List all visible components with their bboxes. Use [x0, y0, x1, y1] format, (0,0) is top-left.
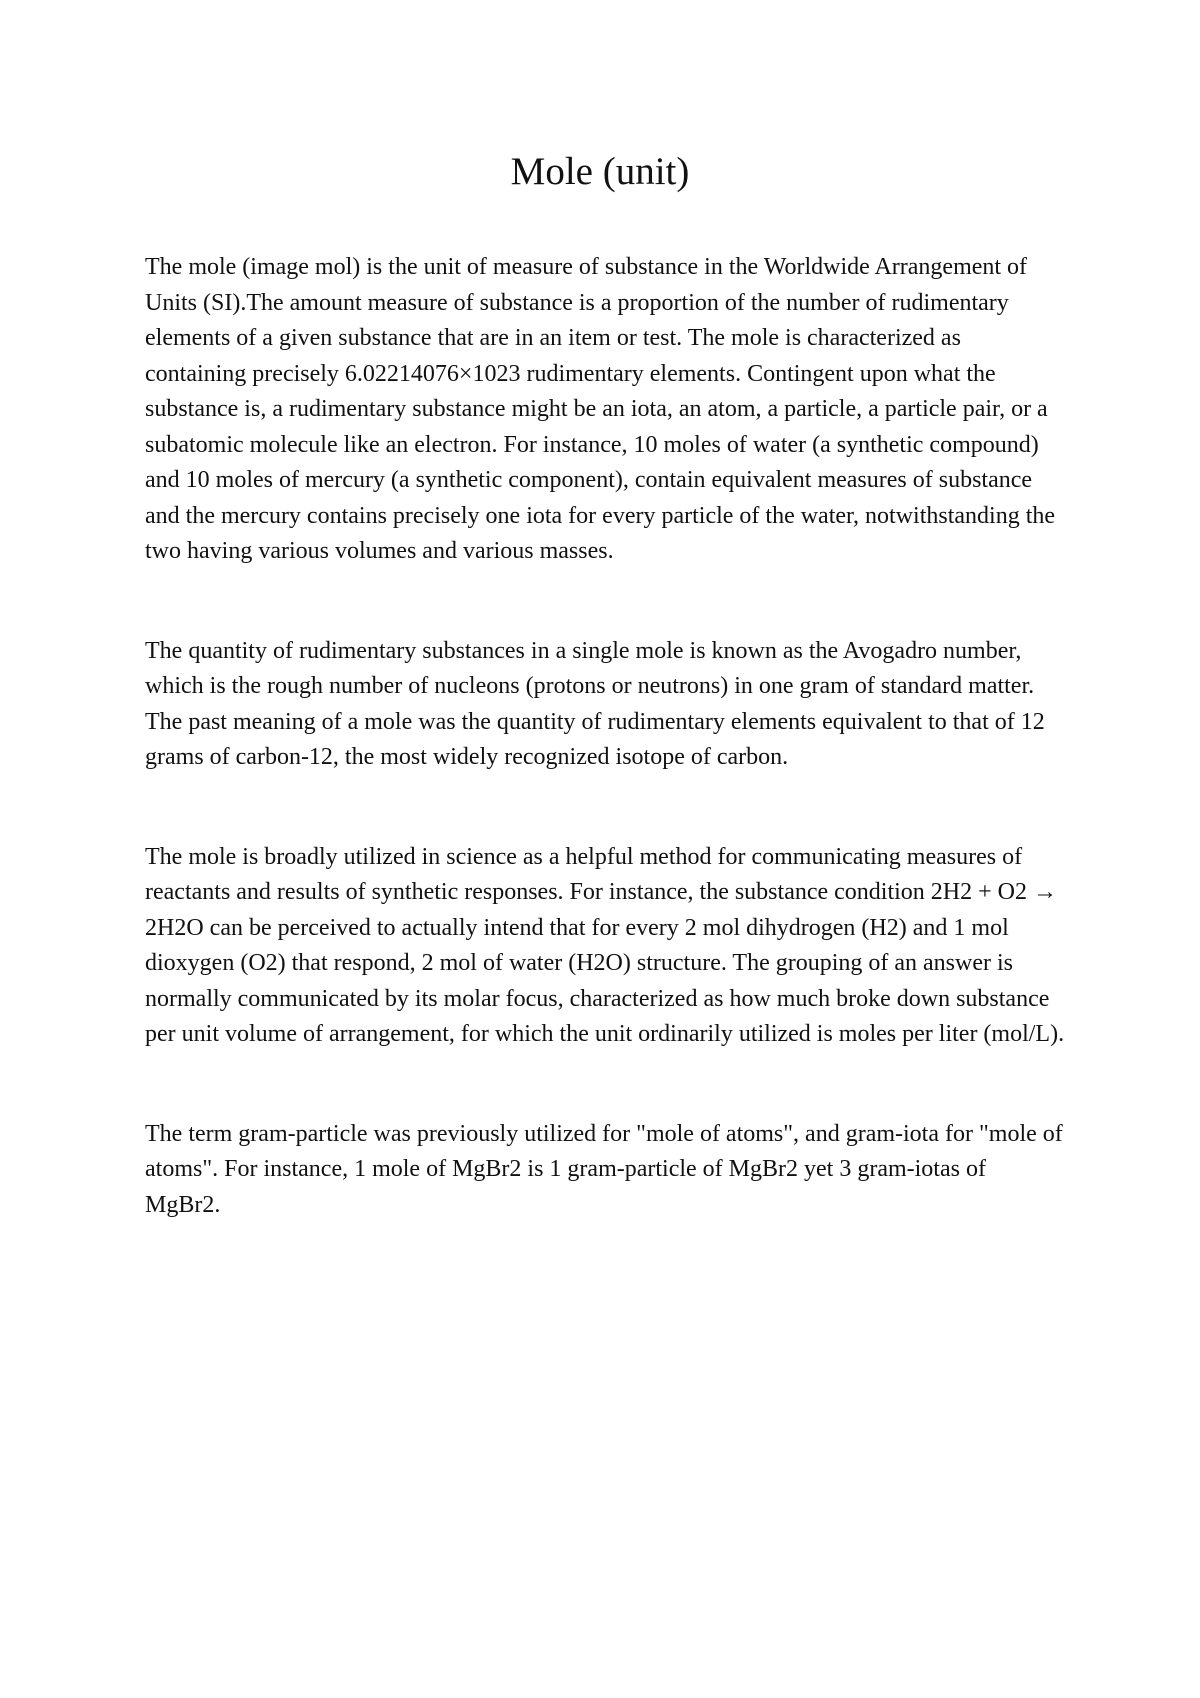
paragraph-1: The mole (image mol) is the unit of measure of substance in the Worldwide Arrangement of Units (SI).The amount measure of substance is a proportion of the number of rudimentary elements of a given substance that are in an item or test. The mole is characterized as containing precisely 6.02214076×1023 rudimentary elements. Contingent upon what the substance is, a rudimentary substance might be an iota, an atom, a particle, a particle pair, or a subatomic molecule like an electron. For instance, 10 moles of water (a synthetic compound) and 10 moles of mercury (a synthetic component), contain equivalent measures of substance and the mercury contains precisely one iota for every particle of the water, notwithstanding the two having various volumes and various masses.	[145, 254, 1056, 564]
document-body	[145, 250, 1065, 1287]
document-title: Mole (unit)	[510, 150, 690, 193]
paragraph-2: The quantity of rudimentary substances in a single mole is known as the Avogadro number, which is the rough number of nucleons (protons or neutrons) in one gram of standard matter. The past meaning of a mole was the quantity of rudimentary elements equivalent to that of 12 grams of carbon-12, the most widely recognized isotope of carbon.	[145, 637, 1045, 770]
paragraph-3: The mole is broadly utilized in science as a helpful method for communicating measures of reactants and results of synthetic responses. For instance, the substance condition 2H2 + O2 → 2H2O can be perceived to actually intend that for every 2 mol dihydrogen (H2) and 1 mol dioxygen (O2) that respond, 2 mol of water (H2O) structure. The grouping of an answer is normally communicated by its molar focus, characterized as how much broke down substance per unit volume of arrangement, for which the unit ordinarily utilized is moles per liter (mol/L).	[145, 843, 1065, 1047]
paragraph-4: The term gram-particle was previously utilized for "mole of atoms", and gram-iota for "mole of atoms". For instance, 1 mole of MgBr2 is 1 gram-particle of MgBr2 yet 3 gram-iotas of MgBr2.	[145, 1120, 1063, 1218]
